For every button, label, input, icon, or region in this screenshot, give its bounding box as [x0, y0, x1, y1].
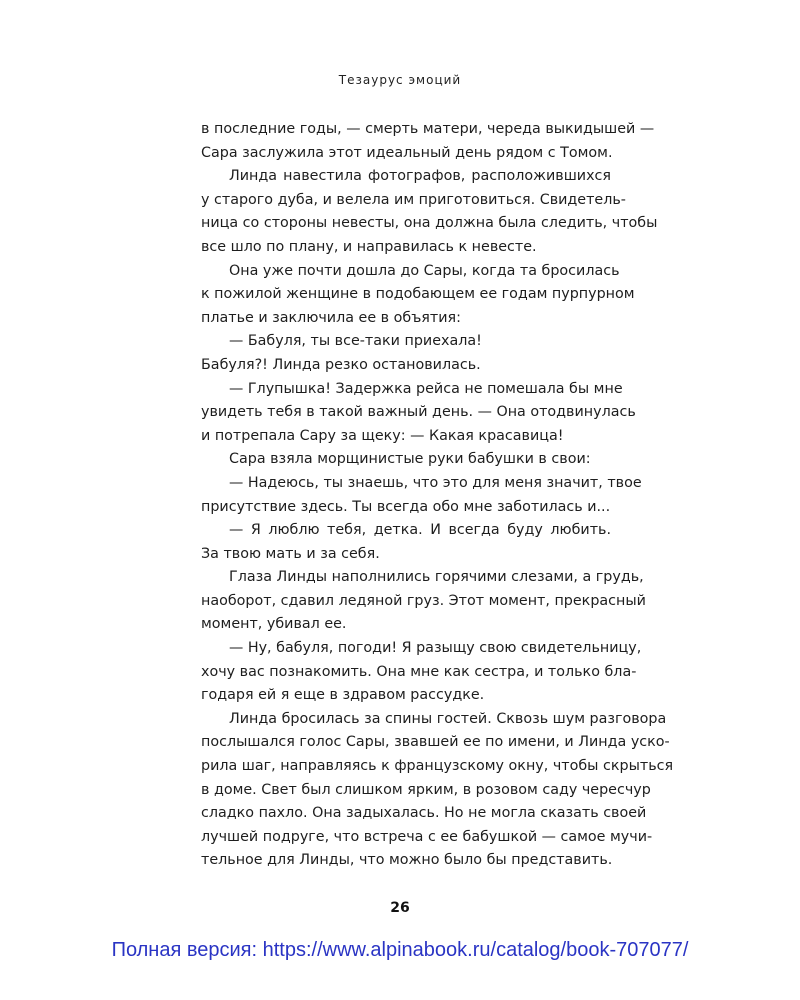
paragraph	[201, 118, 655, 165]
text-line: — Надеюсь, ты знаешь, что это для меня значит, твое	[229, 474, 642, 491]
paragraph	[201, 519, 611, 566]
text-line: ница со стороны невесты, она должна была следить, чтобы	[201, 215, 658, 232]
text-line: — Я люблю тебя, детка. И всегда буду любить.	[229, 522, 611, 539]
paragraph	[201, 378, 636, 449]
text-line: увидеть тебя в такой важный день. — Она отодвинулась	[201, 404, 636, 421]
paragraph	[201, 637, 642, 708]
text-line: — Бабуля, ты все-таки приехала!	[229, 333, 482, 350]
text-line: и потрепала Сару за щеку: — Какая красавица!	[201, 427, 564, 444]
text-line: в доме. Свет был слишком ярким, в розовом саду чересчур	[201, 781, 651, 798]
text-line: годаря ей я еще в здравом рассудке.	[201, 687, 485, 704]
text-line: хочу вас познакомить. Она мне как сестра, и только бла-	[201, 663, 637, 680]
text-line: За твою мать и за себя.	[201, 545, 380, 562]
paragraph	[201, 330, 611, 354]
paragraph	[201, 566, 646, 637]
running-head: Тезаурус эмоций	[338, 73, 462, 87]
text-line: платье и заключила ее в объятия:	[201, 309, 461, 326]
text-line: к пожилой женщине в подобающем ее годам пурпурном	[201, 286, 635, 303]
text-line: тельное для Линды, что можно было бы представить.	[201, 852, 613, 869]
page-number: 26	[390, 900, 410, 916]
text-line: в последние годы, — смерть матери, череда выкидышей —	[201, 121, 655, 137]
paragraph	[201, 448, 611, 472]
text-line: Бабуля?! Линда резко остановилась.	[201, 356, 481, 373]
body-text	[201, 118, 674, 873]
paragraph	[201, 472, 642, 519]
paragraph	[201, 354, 611, 378]
text-line: — Глупышка! Задержка рейса не помешала бы мне	[229, 380, 623, 397]
text-line: у старого дуба, и велела им приготовиться. Свидетель-	[201, 191, 626, 208]
paragraph	[201, 165, 658, 259]
text-line: Сара заслужила этот идеальный день рядом с Томом.	[201, 144, 613, 161]
text-line: наоборот, сдавил ледяной груз. Этот момент, прекрасный	[201, 592, 646, 609]
text-line: — Ну, бабуля, погоди! Я разыщу свою свидетельницу,	[229, 640, 642, 657]
text-line: рила шаг, направляясь к французскому окну, чтобы скрыться	[201, 758, 674, 775]
text-line: Сара взяла морщинистые руки бабушки в свои:	[229, 451, 591, 468]
text-line: момент, убивал ее.	[201, 616, 347, 633]
text-line: лучшей подруге, что встреча с ее бабушкой — самое мучи-	[201, 828, 653, 845]
paragraph	[201, 260, 635, 331]
text-line: послышался голос Сары, звавшей ее по имени, и Линда уско-	[201, 734, 670, 751]
text-line: Линда навестила фотографов, расположившихся	[229, 168, 611, 185]
text-line: присутствие здесь. Ты всегда обо мне заботилась и...	[201, 498, 611, 515]
text-line: сладко пахло. Она задыхалась. Но не могла сказать своей	[201, 805, 647, 822]
text-line: все шло по плану, и направилась к невесте.	[201, 238, 537, 255]
text-line: Она уже почти дошла до Сары, когда та бросилась	[229, 262, 620, 279]
paragraph	[201, 708, 674, 873]
text-line: Глаза Линды наполнились горячими слезами, а грудь,	[229, 569, 644, 586]
text-line: Линда бросилась за спины гостей. Сквозь шум разговора	[229, 710, 667, 727]
full-version-link[interactable]: Полная версия: https://www.alpinabook.ru/catalog/book-707077/	[111, 939, 689, 961]
